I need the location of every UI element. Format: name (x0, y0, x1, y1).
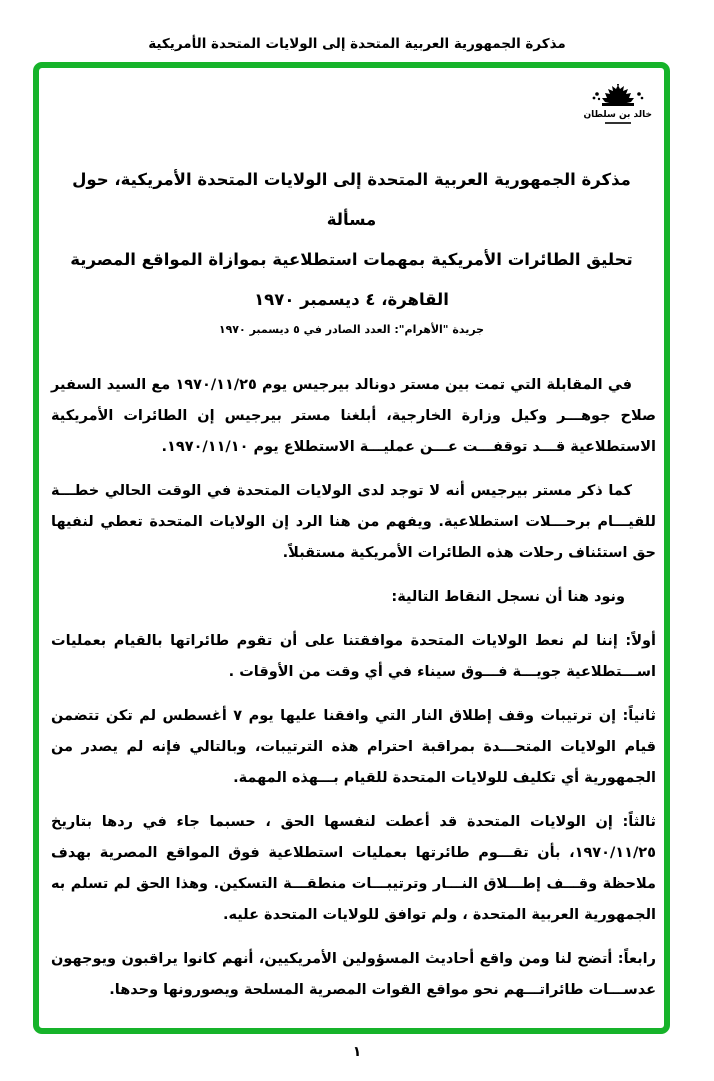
source-line: جريدة "الأهرام": العدد الصادر في ٥ ديسمبر ١٩٧٠ (218, 323, 485, 336)
paragraph-point-second: ثانياً: إن ترتيبات وقف إطلاق النار التي وافقنا عليها يوم ٧ أغسطس لم تكن تتضمن قيام الولايات المتحـــدة بمراقبة احترام هذه الترتيبات، وبالتالي فإنه لم يصدر من الجمهورية أي تكليف للولايات المتحدة للقيام بـــهذه المهمة. (51, 708, 656, 786)
paragraph-point-fourth: رابعاً: أتضح لنا ومن واقع أحاديث المسؤولين الأمريكيين، أنهم كانوا يراقبون ويوجهون عدســـات طائراتـــهم نحو مواقع القوات المصرية المسلحة ويصورونها وحدها. (51, 951, 656, 998)
stamp-name: خالد بن سلطان (583, 110, 652, 120)
paragraph-2: كما ذكر مستر بيرجيس أنه لا توجد لدى الولايات المتحدة في الوقت الحالي خطـــة للقيـــام برحـــلات استطلاعية. ويفهم من هنا الرد إن الولايات المتحدة تعطي لنفيها حق استئناف رحلات هذه الطائرات الأمريكية مستقبلاً. (51, 483, 656, 561)
document-title-line1: مذكرة الجمهورية العربية المتحدة إلى الولايات المتحدة الأمريكية، حول مسألة (72, 170, 631, 229)
stamp (584, 84, 652, 124)
paragraph-intro-points: ونود هنا أن نسجل النقاط التالية: (391, 589, 625, 605)
dateline: القاهرة، ٤ ديسمبر ١٩٧٠ (254, 290, 449, 309)
paragraph-1: في المقابلة التي تمت بين مستر دونالد بيرجيس يوم ١٩٧٠/١١/٢٥ مع السيد السفير صلاح جوهـــر وكيل وزارة الخارجية، أبلغنا مستر بيرجيس إن الطائرات الأمريكية الاستطلاعية قـــد توقفـــت عـــن عمليـــة الاستطلاع يوم ١٩٧٠/١١/١٠. (51, 377, 656, 455)
running-header: مذكرة الجمهورية العربية المتحدة إلى الولايات المتحدة الأمريكية (148, 36, 566, 52)
document-body (39, 370, 664, 1006)
page-number: ١ (352, 1044, 362, 1060)
paragraph-point-first: أولاً: إننا لم نعط الولايات المتحدة موافقتنا على أن تقوم طائراتها بالقيام بعمليات اســـتطلاعية جويـــة فـــوق سيناء في أي وقت من الأوقات . (51, 633, 656, 680)
document-title-line2: تحليق الطائرات الأمريكية بمهمات استطلاعية بموازاة المواقع المصرية (70, 250, 633, 269)
stamp-flourish (605, 122, 631, 124)
document-title (39, 160, 664, 280)
paragraph-point-third: ثالثاً: إن الولايات المتحدة قد أعطت لنفسها الحق ، حسبما جاء في ردها بتاريخ ١٩٧٠/١١/٢٥، بأن تقـــوم طائرتها بعمليات استطلاعية فوق المواقع المصرية بهدف ملاحظة وقـــف إطـــلاق النـــار وترتيبـــات منطقـــة التسكين. وهذا الحق لم تسلم به الجمهورية العربية المتحدة ، ولم توافق للولايات المتحدة عليه. (51, 814, 656, 923)
document-frame (33, 62, 670, 1034)
stamp-crest-icon (590, 84, 646, 110)
